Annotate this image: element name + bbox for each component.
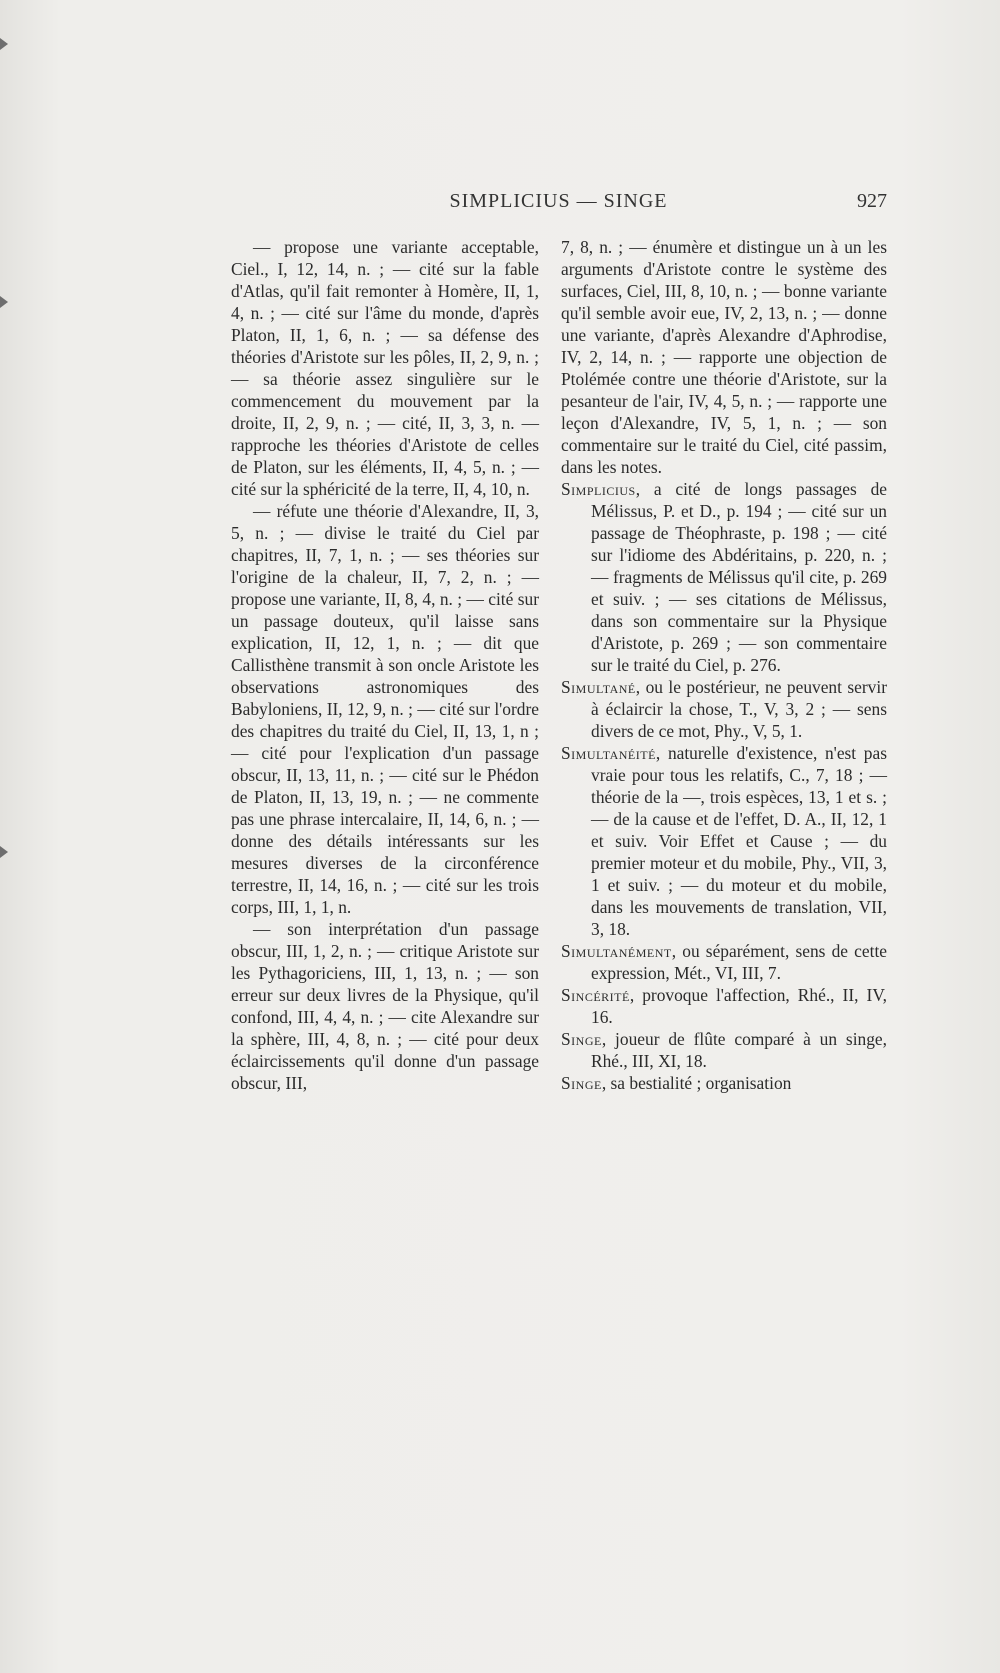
entry-text: , ou le postérieur, ne peuvent servir à éclaircir la chose, T., V, 3, 2 ; — sens divers de ce mot, Phy., V, 5, 1. — [591, 677, 887, 741]
index-paragraph: — propose une variante acceptable, Ciel., I, 12, 14, n. ; — cité sur la fable d'Atlas, qu'il fait remonter à Homère, II, 1, 4, n. ; — cité sur l'âme du monde, d'après Platon, II, 1, 6, n. ; — sa défense des théories d'Aristote sur les pôles, II, 2, 9, n. ; — sa théorie assez singulière sur le commencement du mouvement par la droite, II, 2, 9, n. ; — cité, II, 3, 3, n. — rapproche les théories d'Aristote de celles de Platon, sur les éléments, II, 4, 5, n. ; — cité sur la sphéricité de la terre, II, 4, 10, n. — [231, 237, 539, 499]
right-column — [561, 236, 887, 1094]
entry-headword: Simultané — [561, 677, 636, 697]
index-paragraph: — réfute une théorie d'Alexandre, II, 3, 5, n. ; — divise le traité du Ciel par chapitres, II, 7, 1, n. ; — ses théories sur l'origine de la chaleur, II, 7, 2, n. ; — propose une variante, II, 8, 4, n. ; — cité sur un passage douteux, qu'il laisse sans explication, II, 12, 1, n. ; — dit que Callisthène transmit à son oncle Aristote les observations astronomiques des Babyloniens, II, 12, 9, n. ; — cité sur l'ordre des chapitres du traité du Ciel, II, 13, 1, n ; — cité pour l'explication d'un passage obscur, II, 13, 11, n. ; — cité sur le Phédon de Platon, II, 13, 19, n. ; — ne commente pas une phrase intercalaire, II, 14, 6, n. ; — donne des détails intéressants sur les mesures diverses de la circonférence terrestre, II, 14, 16, n. ; — cité sur les trois corps, III, 1, 1, n. — [231, 501, 539, 917]
page-number: 927 — [857, 190, 887, 212]
index-entry — [561, 742, 887, 940]
entry-headword: Sincérité — [561, 985, 630, 1005]
entry-headword: Singe — [561, 1073, 602, 1093]
index-entry — [561, 676, 887, 742]
index-entry — [561, 1028, 887, 1072]
left-column — [231, 236, 539, 1094]
entry-headword: Simultanéité — [561, 743, 656, 763]
entry-text: , naturelle d'existence, n'est pas vraie pour tous les relatifs, C., 7, 18 ; — théorie de la —, trois espèces, 13, 1 et s. ; — de la cause et de l'effet, D. A., II, 12, 1 et suiv. Voir Effet et Cause ; — du premier moteur et du mobile, Phy., VII, 3, 1 et suiv. ; — du moteur et du mobile, dans les mouvements de translation, VII, 3, 18. — [591, 743, 887, 939]
entry-text: , a cité de longs passages de Mélissus, P. et D., p. 194 ; — cité sur un passage de Théophraste, p. 198 ; — cité sur l'idiome des Abdéritains, p. 220, n. ; — fragments de Mélissus qu'il cite, p. 269 et suiv. ; — ses citations de Mélissus, dans son commentaire sur la Physique d'Aristote, p. 269 ; — son commentaire sur le traité du Ciel, p. 276. — [591, 479, 887, 675]
page-edge-mark — [0, 38, 8, 50]
index-entry — [561, 1072, 887, 1094]
page-edge-mark — [0, 296, 8, 308]
index-paragraph: — son interprétation d'un passage obscur, III, 1, 2, n. ; — critique Aristote sur les Pythagoriciens, III, 1, 13, n. ; — son erreur sur deux livres de la Physique, qu'il confond, III, 4, 4, n. ; — cite Alexandre sur la sphère, III, 4, 8, n. ; — cité pour deux éclaircissements qu'il donne d'un passage obscur, III, — [231, 919, 539, 1093]
index-entry — [561, 984, 887, 1028]
continuation-paragraph: 7, 8, n. ; — énumère et distingue un à un les arguments d'Aristote contre le système des surfaces, Ciel, III, 8, 10, n. ; — bonne variante qu'il semble avoir eue, IV, 2, 13, n. ; — donne une variante, d'après Alexandre d'Aphrodise, IV, 2, 14, n. ; — rapporte une objection de Ptolémée contre une théorie d'Aristote, sur la pesanteur de l'air, IV, 4, 5, n. ; — rapporte une leçon d'Alexandre, IV, 5, 1, n. ; — son commentaire sur le traité du Ciel, cité passim, dans les notes. — [561, 237, 887, 477]
running-title: SIMPLICIUS — SINGE — [449, 190, 668, 212]
entry-text: , ou séparément, sens de cette expression, Mét., VI, III, 7. — [591, 941, 887, 983]
entry-headword: Singe — [561, 1029, 602, 1049]
index-entry — [561, 940, 887, 984]
entry-headword: Simplicius — [561, 479, 636, 499]
entry-headword: Simultanément — [561, 941, 672, 961]
page-edge-mark — [0, 846, 8, 858]
entry-text: , sa bestialité ; organisation — [601, 1073, 792, 1093]
entry-text: , joueur de flûte comparé à un singe, Rhé., III, XI, 18. — [591, 1029, 887, 1071]
index-entry — [561, 478, 887, 676]
page-header — [230, 190, 887, 216]
entry-text: , provoque l'affection, Rhé., II, IV, 16. — [591, 985, 887, 1027]
